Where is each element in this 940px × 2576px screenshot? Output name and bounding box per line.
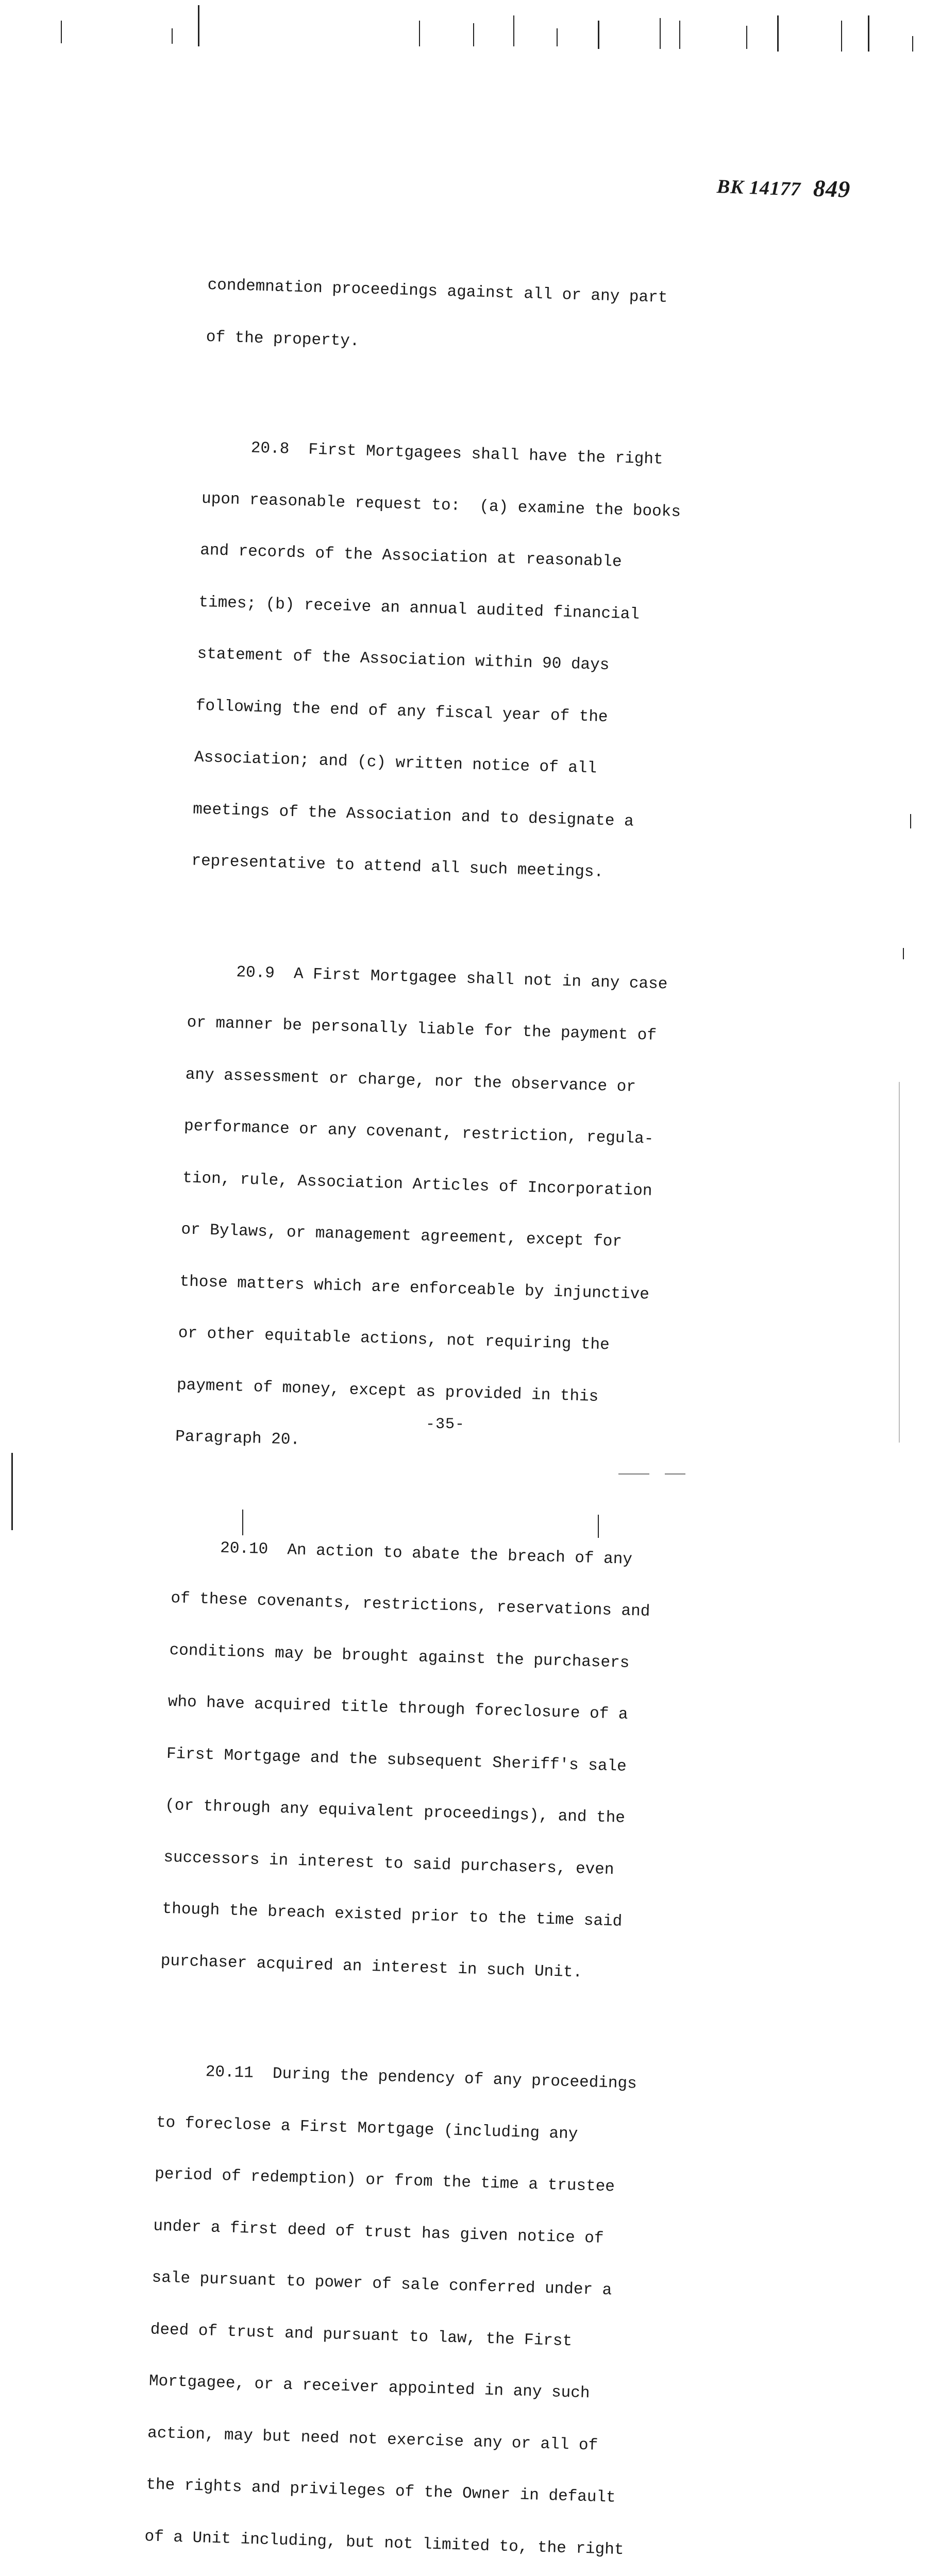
- scan-line: [198, 5, 199, 46]
- scan-line: [11, 1453, 13, 1530]
- scan-line: [746, 26, 747, 49]
- text-line: conditions may be brought against the purchasers: [169, 1641, 630, 1672]
- text-line: representative to attend all such meetings.: [191, 852, 604, 882]
- text-line: performance or any covenant, restriction, regula-: [183, 1117, 654, 1148]
- recording-stamp: [716, 171, 851, 203]
- scan-line: [910, 814, 911, 828]
- scan-line: [660, 18, 661, 49]
- text-line: 20.8 First Mortgagees shall have the right: [203, 437, 663, 469]
- text-line: Mortgagee, or a receiver appointed in any such: [148, 2372, 590, 2403]
- text-line: of a Unit including, but not limited to, the right: [144, 2527, 624, 2559]
- text-line: under a first deed of trust has given notice of: [153, 2217, 604, 2248]
- paragraph-20-9: [174, 928, 746, 1496]
- text-line: First Mortgage and the subsequent Sheriff's sale: [166, 1744, 627, 1776]
- scan-line: [557, 28, 558, 46]
- text-line: times; (b) receive an annual audited financial: [198, 593, 640, 624]
- scan-line: [61, 21, 62, 43]
- text-line: deed of trust and pursuant to law, the First: [150, 2320, 573, 2350]
- paragraph-20-11: [141, 2028, 715, 2576]
- text-line: of the property.: [206, 328, 360, 350]
- text-line: upon reasonable request to: (a) examine the books: [201, 489, 681, 521]
- scan-line: [912, 36, 913, 52]
- scan-line: [419, 21, 420, 46]
- text-line: or other equitable actions, not requiring the: [178, 1324, 610, 1354]
- text-line: action, may but need not exercise any or all of: [147, 2424, 598, 2455]
- text-line: or manner be personally liable for the payment of: [187, 1013, 657, 1045]
- scan-line: [473, 23, 474, 46]
- text-line: 20.11 During the pendency of any proceedings: [157, 2061, 637, 2093]
- text-line: Association; and (c) written notice of all: [194, 748, 597, 778]
- text-line: 20.10 An action to abate the breach of any: [172, 1537, 633, 1569]
- scan-line: [777, 15, 779, 52]
- text-line: Paragraph 20.: [175, 1428, 300, 1449]
- page-reference: 849: [813, 175, 851, 203]
- text-line: successors in interest to said purchasers, even: [163, 1848, 614, 1879]
- paragraph-continued: [205, 242, 765, 396]
- text-line: following the end of any fiscal year of the: [195, 697, 608, 726]
- paragraph-20-10: [159, 1504, 730, 2020]
- scan-line: [899, 1082, 900, 1443]
- text-line: those matters which are enforceable by injunctive: [179, 1272, 650, 1304]
- text-line: statement of the Association within 90 days: [197, 645, 610, 675]
- text-line: payment of money, except as provided in this: [176, 1376, 599, 1406]
- scan-line: [598, 21, 599, 49]
- text-line: any assessment or charge, nor the observance or: [185, 1065, 636, 1096]
- scan-line: [679, 21, 680, 49]
- text-line: to foreclose a First Mortgage (including any: [156, 2113, 578, 2143]
- text-line: period of redemption) or from the time a trustee: [154, 2165, 615, 2196]
- text-line: though the breach existed prior to the time said: [162, 1900, 623, 1931]
- text-line: condemnation proceedings against all or any part: [207, 276, 668, 307]
- text-line: the rights and privileges of the Owner in default: [145, 2476, 616, 2507]
- text-line: meetings of the Association and to designate a: [192, 800, 634, 831]
- page-number: -35-: [426, 1416, 465, 1433]
- document-body: [118, 242, 765, 2576]
- text-line: (or through any equivalent proceedings), and the: [164, 1796, 626, 1827]
- scan-line: [841, 21, 842, 52]
- text-line: 20.9 A First Mortgagee shall not in any case: [188, 961, 668, 993]
- scan-line: [868, 15, 869, 52]
- scan-line: [172, 28, 173, 44]
- text-line: who have acquired title through foreclosure of a: [167, 1692, 628, 1724]
- scan-line: [903, 948, 904, 959]
- text-line: or Bylaws, or management agreement, except for: [180, 1221, 623, 1251]
- text-line: sale pursuant to power of sale conferred under a: [152, 2268, 612, 2300]
- book-reference: BK 14177: [716, 175, 801, 200]
- text-line: and records of the Association at reasonable: [199, 541, 623, 571]
- text-line: purchaser acquired an interest in such Unit.: [160, 1952, 583, 1982]
- text-line: tion, rule, Association Articles of Incorporation: [182, 1168, 652, 1200]
- text-line: of these covenants, restrictions, reservations and: [170, 1589, 650, 1621]
- paragraph-20-8: [190, 404, 761, 920]
- scan-line: [513, 15, 514, 46]
